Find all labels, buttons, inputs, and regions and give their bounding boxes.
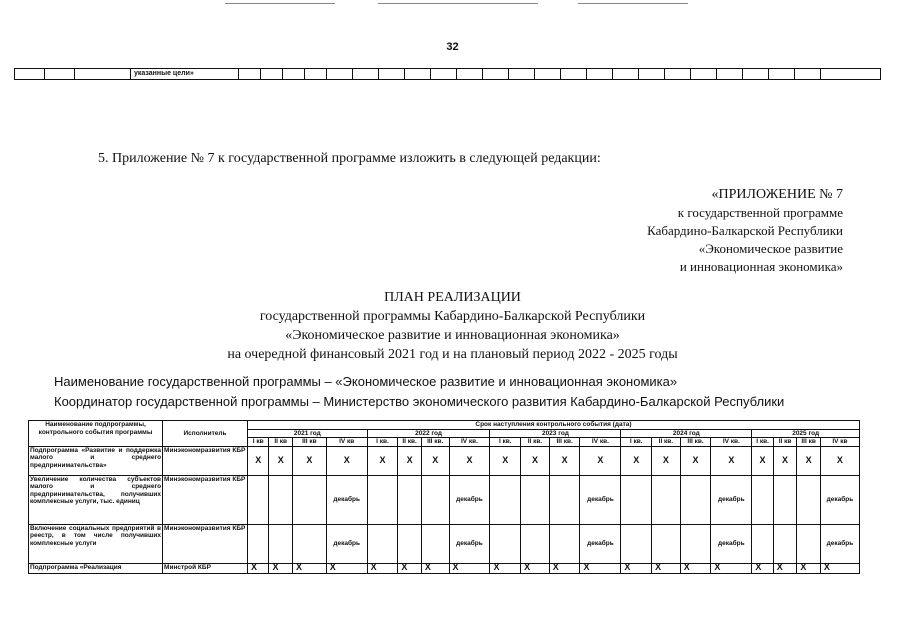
row-cell xyxy=(680,524,711,563)
row-executor: Минстрой КБР xyxy=(163,563,248,573)
previous-table-cell xyxy=(353,69,379,80)
plan-subtitle-line: государственной программы Кабардино-Балкарской Республики xyxy=(259,309,646,324)
row-cell: X xyxy=(652,563,681,573)
row-cell: декабрь xyxy=(326,475,367,524)
row-cell: X xyxy=(752,563,773,573)
row-cell: X xyxy=(292,446,326,475)
previous-table-cell xyxy=(613,69,639,80)
quarter-header: III кв. xyxy=(421,438,449,447)
row-cell: X xyxy=(711,563,752,573)
row-cell: X xyxy=(680,563,711,573)
page-number: 32 xyxy=(446,41,459,53)
previous-table-cell xyxy=(283,69,305,80)
row-cell: декабрь xyxy=(820,475,859,524)
row-cell: X xyxy=(398,563,422,573)
quarter-header: IV кв xyxy=(820,438,859,447)
previous-table-cell xyxy=(405,69,431,80)
previous-table-cell xyxy=(691,69,717,80)
row-executor: Минэкономразвития КБР xyxy=(163,446,248,475)
row-cell: X xyxy=(521,446,550,475)
plan-heading xyxy=(0,288,905,364)
quarter-header: IV кв. xyxy=(449,438,490,447)
appendix-line: к государственной программе xyxy=(677,205,843,220)
top-scan-mark xyxy=(378,3,538,4)
appendix-line: «Экономическое развитие xyxy=(698,241,843,256)
implementation-plan-table xyxy=(28,420,860,574)
row-cell: X xyxy=(367,446,398,475)
previous-table-cell xyxy=(305,69,327,80)
quarter-header: II кв. xyxy=(652,438,681,447)
row-cell xyxy=(652,524,681,563)
previous-table-cell xyxy=(821,69,881,80)
previous-table-cell xyxy=(327,69,353,80)
row-cell: декабрь xyxy=(580,475,621,524)
row-cell: X xyxy=(752,446,773,475)
quarter-header: I кв. xyxy=(621,438,652,447)
previous-table-fragment xyxy=(14,68,881,80)
quarter-header: II кв. xyxy=(398,438,422,447)
row-cell xyxy=(367,475,398,524)
previous-table-cell xyxy=(769,69,795,80)
row-cell: X xyxy=(449,563,490,573)
row-cell: X xyxy=(292,563,326,573)
previous-table-cell xyxy=(431,69,457,80)
previous-table-cell xyxy=(75,69,131,80)
table-row xyxy=(29,563,860,573)
plan-table-body xyxy=(29,446,860,573)
row-cell: X xyxy=(797,563,821,573)
program-coordinator: Координатор государственной программы – Министерство экономического развития Кабардино-Балкарской Республики xyxy=(54,394,785,409)
row-cell: декабрь xyxy=(449,524,490,563)
row-cell xyxy=(490,524,521,563)
row-cell: X xyxy=(521,563,550,573)
row-cell: X xyxy=(621,446,652,475)
row-name: Увеличение количества субъектов малого и среднего предпринимательства, получивших комплексные услуги, тыс. единиц xyxy=(29,475,163,524)
year-header: 2022 год xyxy=(367,429,490,438)
row-cell: декабрь xyxy=(580,524,621,563)
row-cell: X xyxy=(773,446,797,475)
previous-table-cell xyxy=(483,69,509,80)
quarter-header: IV кв. xyxy=(580,438,621,447)
previous-table-cell xyxy=(45,69,75,80)
table-row xyxy=(29,524,860,563)
row-cell: X xyxy=(549,563,580,573)
row-cell xyxy=(292,524,326,563)
previous-table-cell xyxy=(261,69,283,80)
row-cell: X xyxy=(326,446,367,475)
row-cell: X xyxy=(247,563,268,573)
row-executor: Минэкономразвития КБР xyxy=(163,475,248,524)
header-name-column: Наименование подпрограммы, контрольного события программы xyxy=(29,421,163,447)
row-cell: X xyxy=(326,563,367,573)
row-cell: декабрь xyxy=(711,524,752,563)
row-cell xyxy=(797,524,821,563)
row-cell: X xyxy=(711,446,752,475)
row-cell: X xyxy=(820,563,859,573)
row-cell: X xyxy=(773,563,797,573)
quarter-header: I кв. xyxy=(752,438,773,447)
row-cell xyxy=(680,475,711,524)
row-cell: X xyxy=(247,446,268,475)
previous-table-cell xyxy=(379,69,405,80)
program-name: Наименование государственной программы – «Экономическое развитие и инновационная экономика» xyxy=(54,374,678,389)
row-cell: X xyxy=(269,446,293,475)
previous-table-cell xyxy=(239,69,261,80)
row-cell: декабрь xyxy=(711,475,752,524)
row-cell: X xyxy=(680,446,711,475)
previous-table-cell xyxy=(509,69,535,80)
row-cell: X xyxy=(490,563,521,573)
row-name: Подпрограмма «Реализация xyxy=(29,563,163,573)
appendix-line: и инновационная экономика» xyxy=(679,259,843,274)
plan-subtitle-line: «Экономическое развитие и инновационная экономика» xyxy=(285,328,620,343)
plan-title: ПЛАН РЕАЛИЗАЦИИ xyxy=(384,290,521,305)
row-cell xyxy=(490,475,521,524)
row-cell: X xyxy=(490,446,521,475)
row-cell: декабрь xyxy=(326,524,367,563)
row-cell xyxy=(521,475,550,524)
row-cell: X xyxy=(269,563,293,573)
row-cell: X xyxy=(421,563,449,573)
previous-table-cell xyxy=(665,69,691,80)
row-cell: X xyxy=(549,446,580,475)
quarter-header: II кв xyxy=(773,438,797,447)
previous-table-cell: указанные цели» xyxy=(131,69,239,80)
row-cell xyxy=(398,475,422,524)
row-cell: X xyxy=(421,446,449,475)
quarter-header: III кв xyxy=(292,438,326,447)
row-cell xyxy=(398,524,422,563)
quarter-header: I кв. xyxy=(490,438,521,447)
quarter-header: I кв xyxy=(247,438,268,447)
quarter-header: II кв. xyxy=(521,438,550,447)
row-cell xyxy=(773,524,797,563)
table-row xyxy=(29,446,860,475)
previous-table-cell xyxy=(587,69,613,80)
previous-table-cell xyxy=(795,69,821,80)
previous-table-cell xyxy=(535,69,561,80)
row-cell xyxy=(521,524,550,563)
row-cell xyxy=(773,475,797,524)
row-cell xyxy=(652,475,681,524)
previous-table-cell xyxy=(743,69,769,80)
previous-table-row xyxy=(15,69,881,80)
year-header: 2024 год xyxy=(621,429,752,438)
program-meta xyxy=(54,372,784,412)
row-cell: X xyxy=(652,446,681,475)
top-scan-mark xyxy=(225,3,335,4)
previous-table-cell xyxy=(15,69,45,80)
row-cell xyxy=(247,475,268,524)
row-cell xyxy=(367,524,398,563)
row-cell xyxy=(247,524,268,563)
row-cell: X xyxy=(621,563,652,573)
appendix-header xyxy=(647,186,843,276)
year-header: 2023 год xyxy=(490,429,621,438)
appendix-line: Кабардино-Балкарской Республики xyxy=(647,223,843,238)
row-cell xyxy=(269,475,293,524)
quarter-header: I кв. xyxy=(367,438,398,447)
table-row xyxy=(29,475,860,524)
previous-table-cell xyxy=(639,69,665,80)
row-cell xyxy=(292,475,326,524)
top-scan-mark xyxy=(578,3,688,4)
row-cell: X xyxy=(580,446,621,475)
header-deadline: Срок наступления контрольного события (дата) xyxy=(247,421,859,430)
quarter-header: III кв. xyxy=(549,438,580,447)
appendix-title: «ПРИЛОЖЕНИЕ № 7 xyxy=(711,187,843,202)
row-cell xyxy=(621,524,652,563)
previous-table-cell xyxy=(561,69,587,80)
row-executor: Минэкономразвития КБР xyxy=(163,524,248,563)
row-cell xyxy=(549,524,580,563)
row-cell: X xyxy=(398,446,422,475)
year-header: 2021 год xyxy=(247,429,367,438)
row-cell xyxy=(621,475,652,524)
row-cell xyxy=(797,475,821,524)
row-cell xyxy=(752,475,773,524)
quarter-header: IV кв. xyxy=(711,438,752,447)
row-cell: декабрь xyxy=(820,524,859,563)
plan-subtitle-line: на очередной финансовый 2021 год и на плановый период 2022 - 2025 годы xyxy=(227,347,678,362)
row-cell: X xyxy=(797,446,821,475)
row-cell: X xyxy=(449,446,490,475)
previous-table-cell xyxy=(717,69,743,80)
row-cell xyxy=(752,524,773,563)
quarter-header: III кв xyxy=(797,438,821,447)
row-cell xyxy=(421,524,449,563)
row-cell: декабрь xyxy=(449,475,490,524)
quarter-header: IV кв xyxy=(326,438,367,447)
row-cell: X xyxy=(820,446,859,475)
row-cell xyxy=(421,475,449,524)
year-header: 2025 год xyxy=(752,429,860,438)
header-executor-column: Исполнитель xyxy=(163,421,248,447)
previous-table-cell xyxy=(457,69,483,80)
instruction-text: 5. Приложение № 7 к государственной программе изложить в следующей редакции: xyxy=(98,151,601,166)
quarter-header: III кв. xyxy=(680,438,711,447)
quarter-header: II кв xyxy=(269,438,293,447)
row-cell: X xyxy=(367,563,398,573)
row-name: Подпрограмма «Развитие и поддержка малого и среднего предпринимательства» xyxy=(29,446,163,475)
row-name: Включение социальных предприятий в реестр, в том числе получивших комплексные услуги xyxy=(29,524,163,563)
row-cell: X xyxy=(580,563,621,573)
row-cell xyxy=(549,475,580,524)
row-cell xyxy=(269,524,293,563)
